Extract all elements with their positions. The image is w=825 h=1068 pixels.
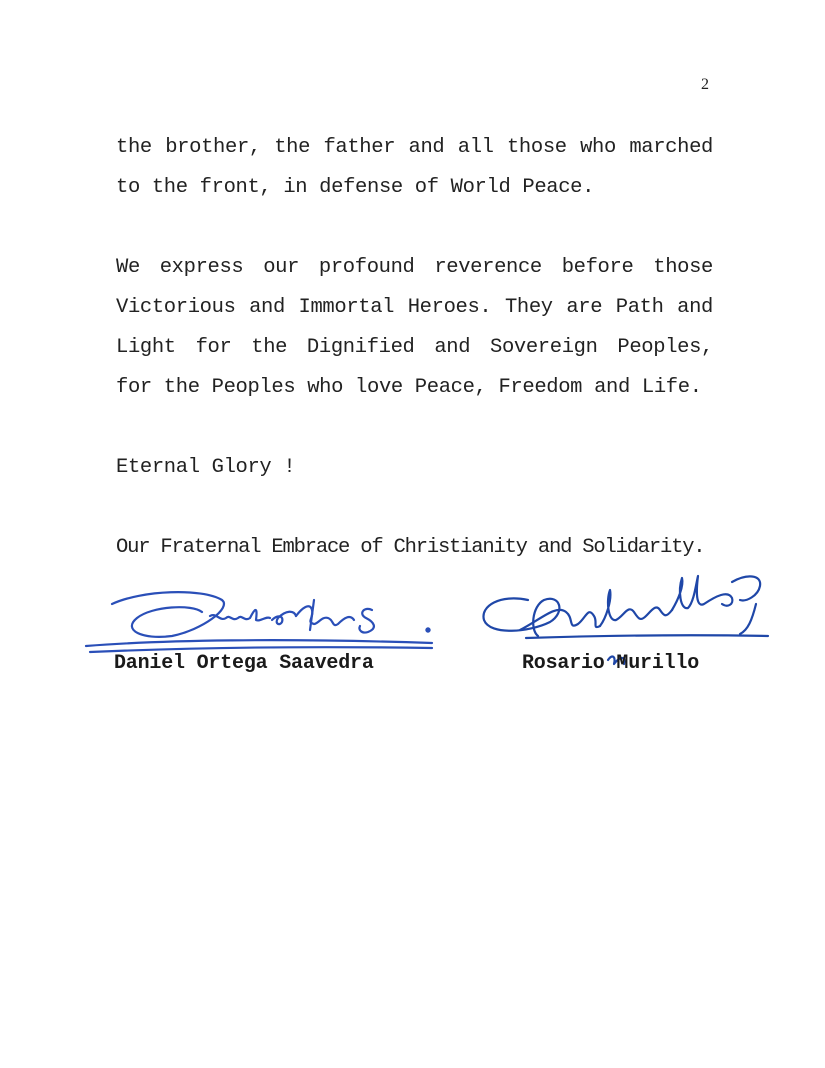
paragraph-closing-sentence: the brother, the father and all those who marched to the front, in defense of World Peace. bbox=[116, 136, 713, 199]
signature-ortega bbox=[82, 560, 442, 660]
page-number: 2 bbox=[701, 76, 709, 93]
signatory-name-murillo: Rosario Murillo bbox=[522, 652, 700, 675]
signature-block-murillo bbox=[470, 560, 780, 680]
paragraph-fraternal-embrace: Our Fraternal Embrace of Christianity and Solidarity. bbox=[116, 536, 705, 559]
letter-body bbox=[116, 128, 713, 608]
paragraph-eternal-glory: Eternal Glory ! bbox=[116, 456, 296, 479]
signature-block-ortega bbox=[82, 560, 442, 680]
signatory-name-ortega: Daniel Ortega Saavedra bbox=[114, 652, 374, 675]
paragraph-reverence: We express our profound reverence before those Victorious and Immortal Heroes. They are Path and Light for the Dignified and Sovereign Peoples, for the Peoples who love Peace, Freedom and Life. bbox=[116, 256, 713, 399]
